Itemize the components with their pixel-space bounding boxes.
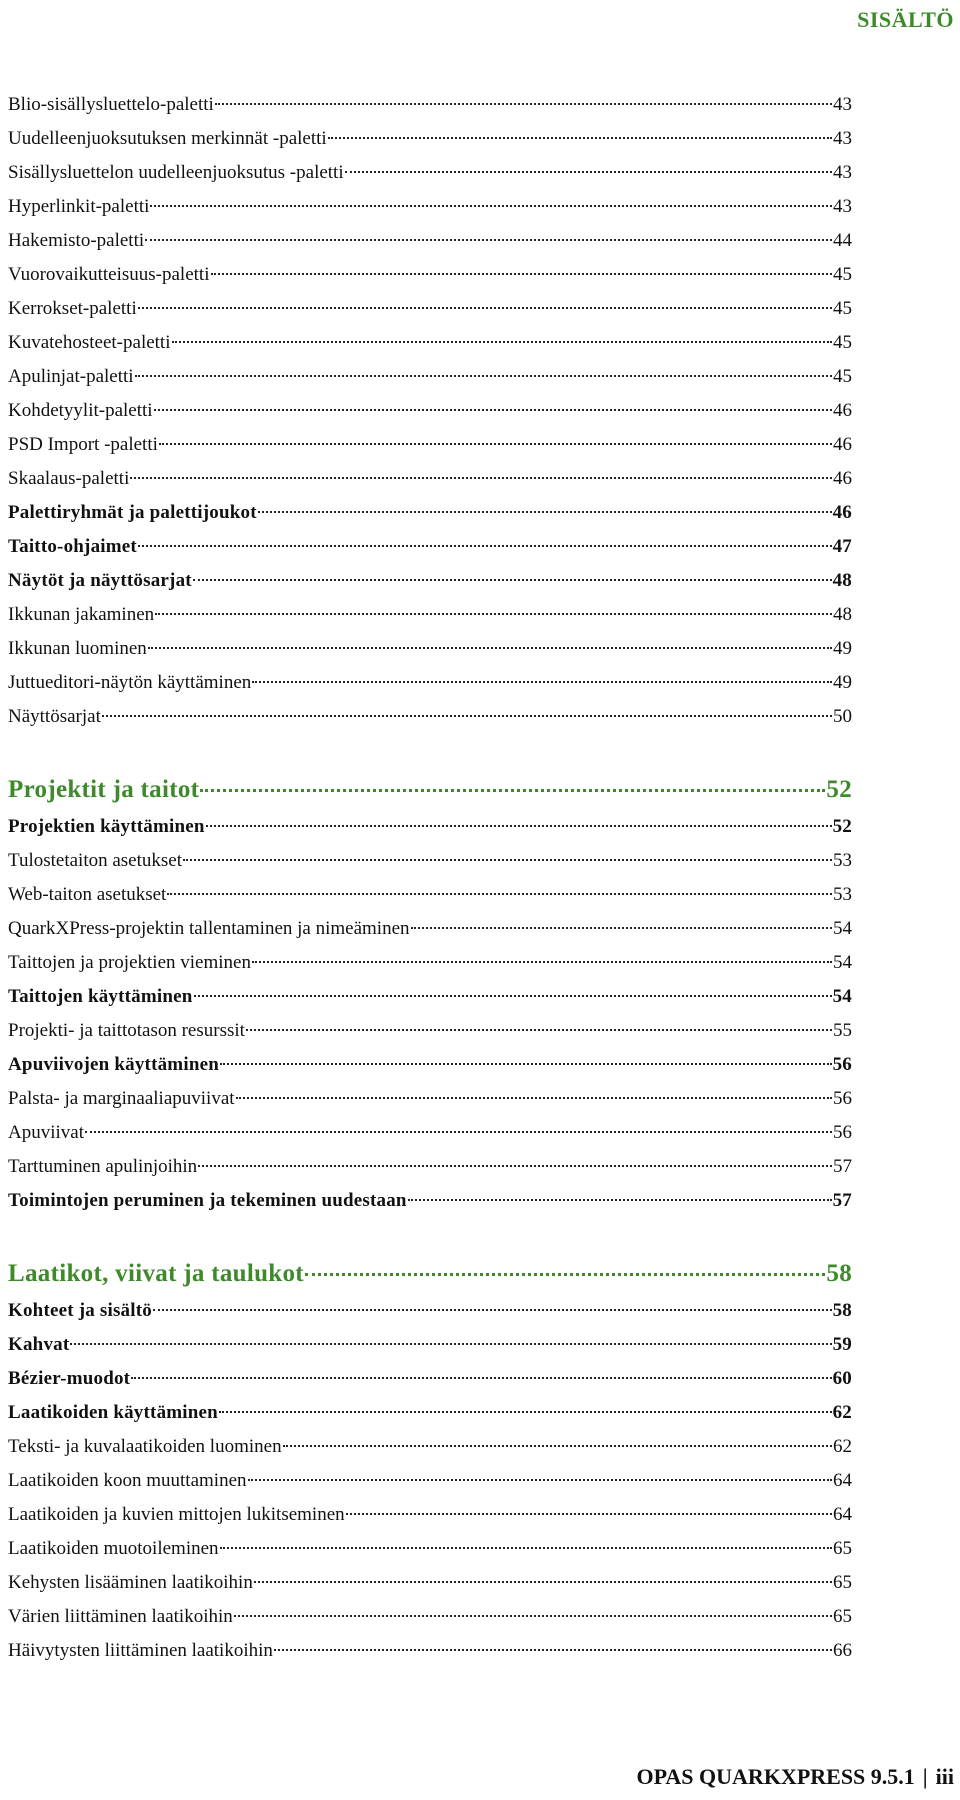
dot-leader <box>172 341 833 343</box>
toc-entry-title: Projektien käyttäminen <box>8 816 205 837</box>
toc-section-entry[interactable] <box>8 1396 852 1430</box>
toc-entry-page: 46 <box>833 400 852 421</box>
dot-leader <box>252 961 832 963</box>
toc-entry-page: 43 <box>833 94 852 115</box>
toc-entry-page: 56 <box>832 1054 852 1075</box>
toc-entry-page: 48 <box>833 604 852 625</box>
footer-book-title: OPAS QUARKXPRESS 9.5.1 <box>636 1764 915 1789</box>
toc-entry[interactable] <box>8 156 852 190</box>
toc-section-entry[interactable] <box>8 810 852 844</box>
toc-entry[interactable] <box>8 912 852 946</box>
toc-entry-page: 46 <box>833 468 852 489</box>
toc-entry-title: Palsta- ja marginaaliapuviivat <box>8 1088 235 1109</box>
dot-leader <box>248 1479 832 1481</box>
dot-leader <box>345 171 832 173</box>
dot-leader <box>138 307 832 309</box>
toc-section-entry[interactable] <box>8 1362 852 1396</box>
dot-leader <box>211 273 833 275</box>
toc-entry[interactable] <box>8 1566 852 1600</box>
toc-section-entry[interactable] <box>8 564 852 598</box>
toc-entry-page: 52 <box>826 776 852 803</box>
toc-entry[interactable] <box>8 632 852 666</box>
toc-entry-title: Palettiryhmät ja palettijoukot <box>8 502 257 523</box>
section-spacer <box>8 734 852 770</box>
toc-entry-page: 58 <box>826 1260 852 1287</box>
toc-entry[interactable] <box>8 1464 852 1498</box>
dot-leader <box>305 1273 825 1276</box>
toc-entry-page: 64 <box>833 1470 852 1491</box>
toc-entry[interactable] <box>8 258 852 292</box>
toc-entry-title: Kahvat <box>8 1334 70 1355</box>
dot-leader <box>85 1131 832 1133</box>
toc-entry[interactable] <box>8 1116 852 1150</box>
toc-entry[interactable] <box>8 326 852 360</box>
toc-entry-title: Laatikot, viivat ja taulukot <box>8 1260 304 1287</box>
dot-leader <box>274 1649 832 1651</box>
toc-entry[interactable] <box>8 666 852 700</box>
footer-separator: | <box>922 1764 928 1789</box>
toc-entry-title: Häivytysten liittäminen laatikoihin <box>8 1640 273 1661</box>
dot-leader <box>198 1165 832 1167</box>
toc-entry-title: Värien liittäminen laatikoihin <box>8 1606 233 1627</box>
toc-section-entry[interactable] <box>8 1328 852 1362</box>
toc-entry-title: Apulinjat-paletti <box>8 366 134 387</box>
toc-entry-title: Kuvatehosteet-paletti <box>8 332 171 353</box>
toc-entry[interactable] <box>8 122 852 156</box>
toc-entry-page: 54 <box>833 952 852 973</box>
toc-entry-title: Laatikoiden käyttäminen <box>8 1402 218 1423</box>
toc-entry-title: Tarttuminen apulinjoihin <box>8 1156 198 1177</box>
toc-entry-page: 53 <box>833 850 852 871</box>
toc-entry-title: Ikkunan jakaminen <box>8 604 155 625</box>
toc-entry-page: 65 <box>833 1572 852 1593</box>
toc-entry-title: Projekti- ja taittotason resurssit <box>8 1020 245 1041</box>
toc-entry[interactable] <box>8 394 852 428</box>
dot-leader <box>159 443 832 445</box>
dot-leader <box>252 681 832 683</box>
toc-section-entry[interactable] <box>8 530 852 564</box>
toc-entry-title: Bézier-muodot <box>8 1368 131 1389</box>
toc-entry-page: 59 <box>832 1334 852 1355</box>
toc-entry-page: 55 <box>833 1020 852 1041</box>
dot-leader <box>219 1411 832 1413</box>
toc-entry-page: 50 <box>833 706 852 727</box>
toc-entry-title: Tulostetaiton asetukset <box>8 850 182 871</box>
dot-leader <box>153 1309 832 1311</box>
toc-entry[interactable] <box>8 1082 852 1116</box>
toc-entry-page: 65 <box>833 1606 852 1627</box>
toc-entry-page: 60 <box>832 1368 852 1389</box>
toc-entry-page: 56 <box>833 1088 852 1109</box>
toc-entry-page: 54 <box>832 986 852 1007</box>
toc-entry-title: Laatikoiden ja kuvien mittojen lukitseminen <box>8 1504 345 1525</box>
toc-chapter-heading[interactable] <box>8 770 852 810</box>
toc-entry[interactable] <box>8 462 852 496</box>
toc-entry[interactable] <box>8 1498 852 1532</box>
toc-entry-title: Juttueditori-näytön käyttäminen <box>8 672 252 693</box>
dot-leader <box>215 103 832 105</box>
dot-leader <box>150 205 832 207</box>
dot-leader <box>408 1199 832 1201</box>
toc-entry-title: Blio-sisällysluettelo-paletti <box>8 94 214 115</box>
toc-entry-page: 62 <box>832 1402 852 1423</box>
toc-section-entry[interactable] <box>8 1048 852 1082</box>
dot-leader <box>130 477 832 479</box>
toc-entry-page: 43 <box>833 196 852 217</box>
toc-entry[interactable] <box>8 360 852 394</box>
toc-entry-title: Hakemisto-paletti <box>8 230 145 251</box>
toc-section-entry[interactable] <box>8 496 852 530</box>
toc-entry-page: 57 <box>833 1156 852 1177</box>
toc-entry-page: 62 <box>833 1436 852 1457</box>
toc-entry-page: 57 <box>832 1190 852 1211</box>
dot-leader <box>346 1513 832 1515</box>
dot-leader <box>70 1343 831 1345</box>
toc-entry-page: 54 <box>833 918 852 939</box>
toc-section-entry[interactable] <box>8 1184 852 1218</box>
toc-entry-title: Taittojen ja projektien vieminen <box>8 952 251 973</box>
dot-leader <box>254 1581 832 1583</box>
toc-entry-page: 53 <box>833 884 852 905</box>
toc-entry[interactable] <box>8 1430 852 1464</box>
footer-page-number: iii <box>935 1764 954 1789</box>
toc-entry-title: PSD Import -paletti <box>8 434 158 455</box>
dot-leader <box>135 375 832 377</box>
toc-entry-title: Projektit ja taitot <box>8 776 200 803</box>
table-of-contents <box>8 88 852 1668</box>
toc-entry[interactable] <box>8 700 852 734</box>
toc-entry-page: 49 <box>833 672 852 693</box>
toc-entry[interactable] <box>8 292 852 326</box>
toc-entry-title: Sisällysluettelon uudelleenjuoksutus -paletti <box>8 162 344 183</box>
toc-entry-title: Teksti- ja kuvalaatikoiden luominen <box>8 1436 282 1457</box>
page-footer <box>637 1764 955 1790</box>
toc-entry-title: Vuorovaikutteisuus-paletti <box>8 264 210 285</box>
toc-entry-page: 58 <box>832 1300 852 1321</box>
toc-entry-page: 43 <box>833 128 852 149</box>
toc-entry-page: 65 <box>833 1538 852 1559</box>
dot-leader <box>194 995 832 997</box>
toc-entry-title: Laatikoiden muotoileminen <box>8 1538 219 1559</box>
dot-leader <box>148 647 832 649</box>
toc-entry-page: 52 <box>832 816 852 837</box>
section-spacer <box>8 1218 852 1254</box>
dot-leader <box>220 1547 832 1549</box>
toc-entry-title: Hyperlinkit-paletti <box>8 196 150 217</box>
toc-entry-page: 44 <box>833 230 852 251</box>
toc-entry-title: Kerrokset-paletti <box>8 298 137 319</box>
toc-section-entry[interactable] <box>8 980 852 1014</box>
toc-entry-page: 45 <box>833 264 852 285</box>
toc-entry-title: Kehysten lisääminen laatikoihin <box>8 1572 253 1593</box>
toc-section-entry[interactable] <box>8 1294 852 1328</box>
dot-leader <box>200 789 825 792</box>
toc-entry[interactable] <box>8 1014 852 1048</box>
toc-entry[interactable] <box>8 1600 852 1634</box>
dot-leader <box>234 1615 832 1617</box>
toc-entry[interactable] <box>8 1150 852 1184</box>
dot-leader <box>328 137 832 139</box>
toc-entry-page: 46 <box>833 434 852 455</box>
toc-entry[interactable] <box>8 190 852 224</box>
toc-entry-page: 46 <box>832 502 852 523</box>
toc-entry-page: 45 <box>833 298 852 319</box>
toc-entry-title: Laatikoiden koon muuttaminen <box>8 1470 247 1491</box>
toc-entry-page: 45 <box>833 332 852 353</box>
toc-entry-title: QuarkXPress-projektin tallentaminen ja nimeäminen <box>8 918 410 939</box>
toc-entry-title: Kohdetyylit-paletti <box>8 400 153 421</box>
dot-leader <box>258 511 832 513</box>
toc-entry-page: 47 <box>832 536 852 557</box>
toc-entry-title: Toimintojen peruminen ja tekeminen uudestaan <box>8 1190 407 1211</box>
toc-entry-page: 49 <box>833 638 852 659</box>
toc-chapter-heading[interactable] <box>8 1254 852 1294</box>
dot-leader <box>411 927 832 929</box>
toc-entry-page: 43 <box>833 162 852 183</box>
toc-entry-page: 66 <box>833 1640 852 1661</box>
toc-entry-title: Apuviivat <box>8 1122 84 1143</box>
dot-leader <box>283 1445 832 1447</box>
toc-entry[interactable] <box>8 88 852 122</box>
toc-entry[interactable] <box>8 1634 852 1668</box>
dot-leader <box>246 1029 832 1031</box>
toc-entry[interactable] <box>8 946 852 980</box>
toc-entry[interactable] <box>8 844 852 878</box>
dot-leader <box>145 239 832 241</box>
toc-entry-page: 56 <box>833 1122 852 1143</box>
toc-entry[interactable] <box>8 1532 852 1566</box>
toc-entry-title: Web-taiton asetukset <box>8 884 167 905</box>
dot-leader <box>167 893 832 895</box>
toc-entry-page: 64 <box>833 1504 852 1525</box>
toc-entry-page: 45 <box>833 366 852 387</box>
dot-leader <box>206 825 832 827</box>
dot-leader <box>131 1377 831 1379</box>
toc-entry-title: Kohteet ja sisältö <box>8 1300 152 1321</box>
dot-leader <box>155 613 832 615</box>
dot-leader <box>154 409 832 411</box>
toc-entry-title: Apuviivojen käyttäminen <box>8 1054 219 1075</box>
toc-entry-title: Taitto-ohjaimet <box>8 536 137 557</box>
dot-leader <box>236 1097 832 1099</box>
dot-leader <box>193 579 832 581</box>
toc-entry-title: Skaalaus-paletti <box>8 468 130 489</box>
toc-entry[interactable] <box>8 224 852 258</box>
toc-entry-title: Taittojen käyttäminen <box>8 986 193 1007</box>
toc-entry-title: Näytöt ja näyttösarjat <box>8 570 192 591</box>
dot-leader <box>102 715 832 717</box>
dot-leader <box>183 859 832 861</box>
toc-entry-title: Näyttösarjat <box>8 706 101 727</box>
dot-leader <box>138 545 832 547</box>
toc-entry[interactable] <box>8 428 852 462</box>
dot-leader <box>220 1063 832 1065</box>
toc-entry[interactable] <box>8 878 852 912</box>
toc-entry-title: Uudelleenjuoksutuksen merkinnät -paletti <box>8 128 327 149</box>
toc-entry-page: 48 <box>832 570 852 591</box>
toc-entry[interactable] <box>8 598 852 632</box>
toc-entry-title: Ikkunan luominen <box>8 638 147 659</box>
page-header-title: SISÄLTÖ <box>857 7 954 32</box>
